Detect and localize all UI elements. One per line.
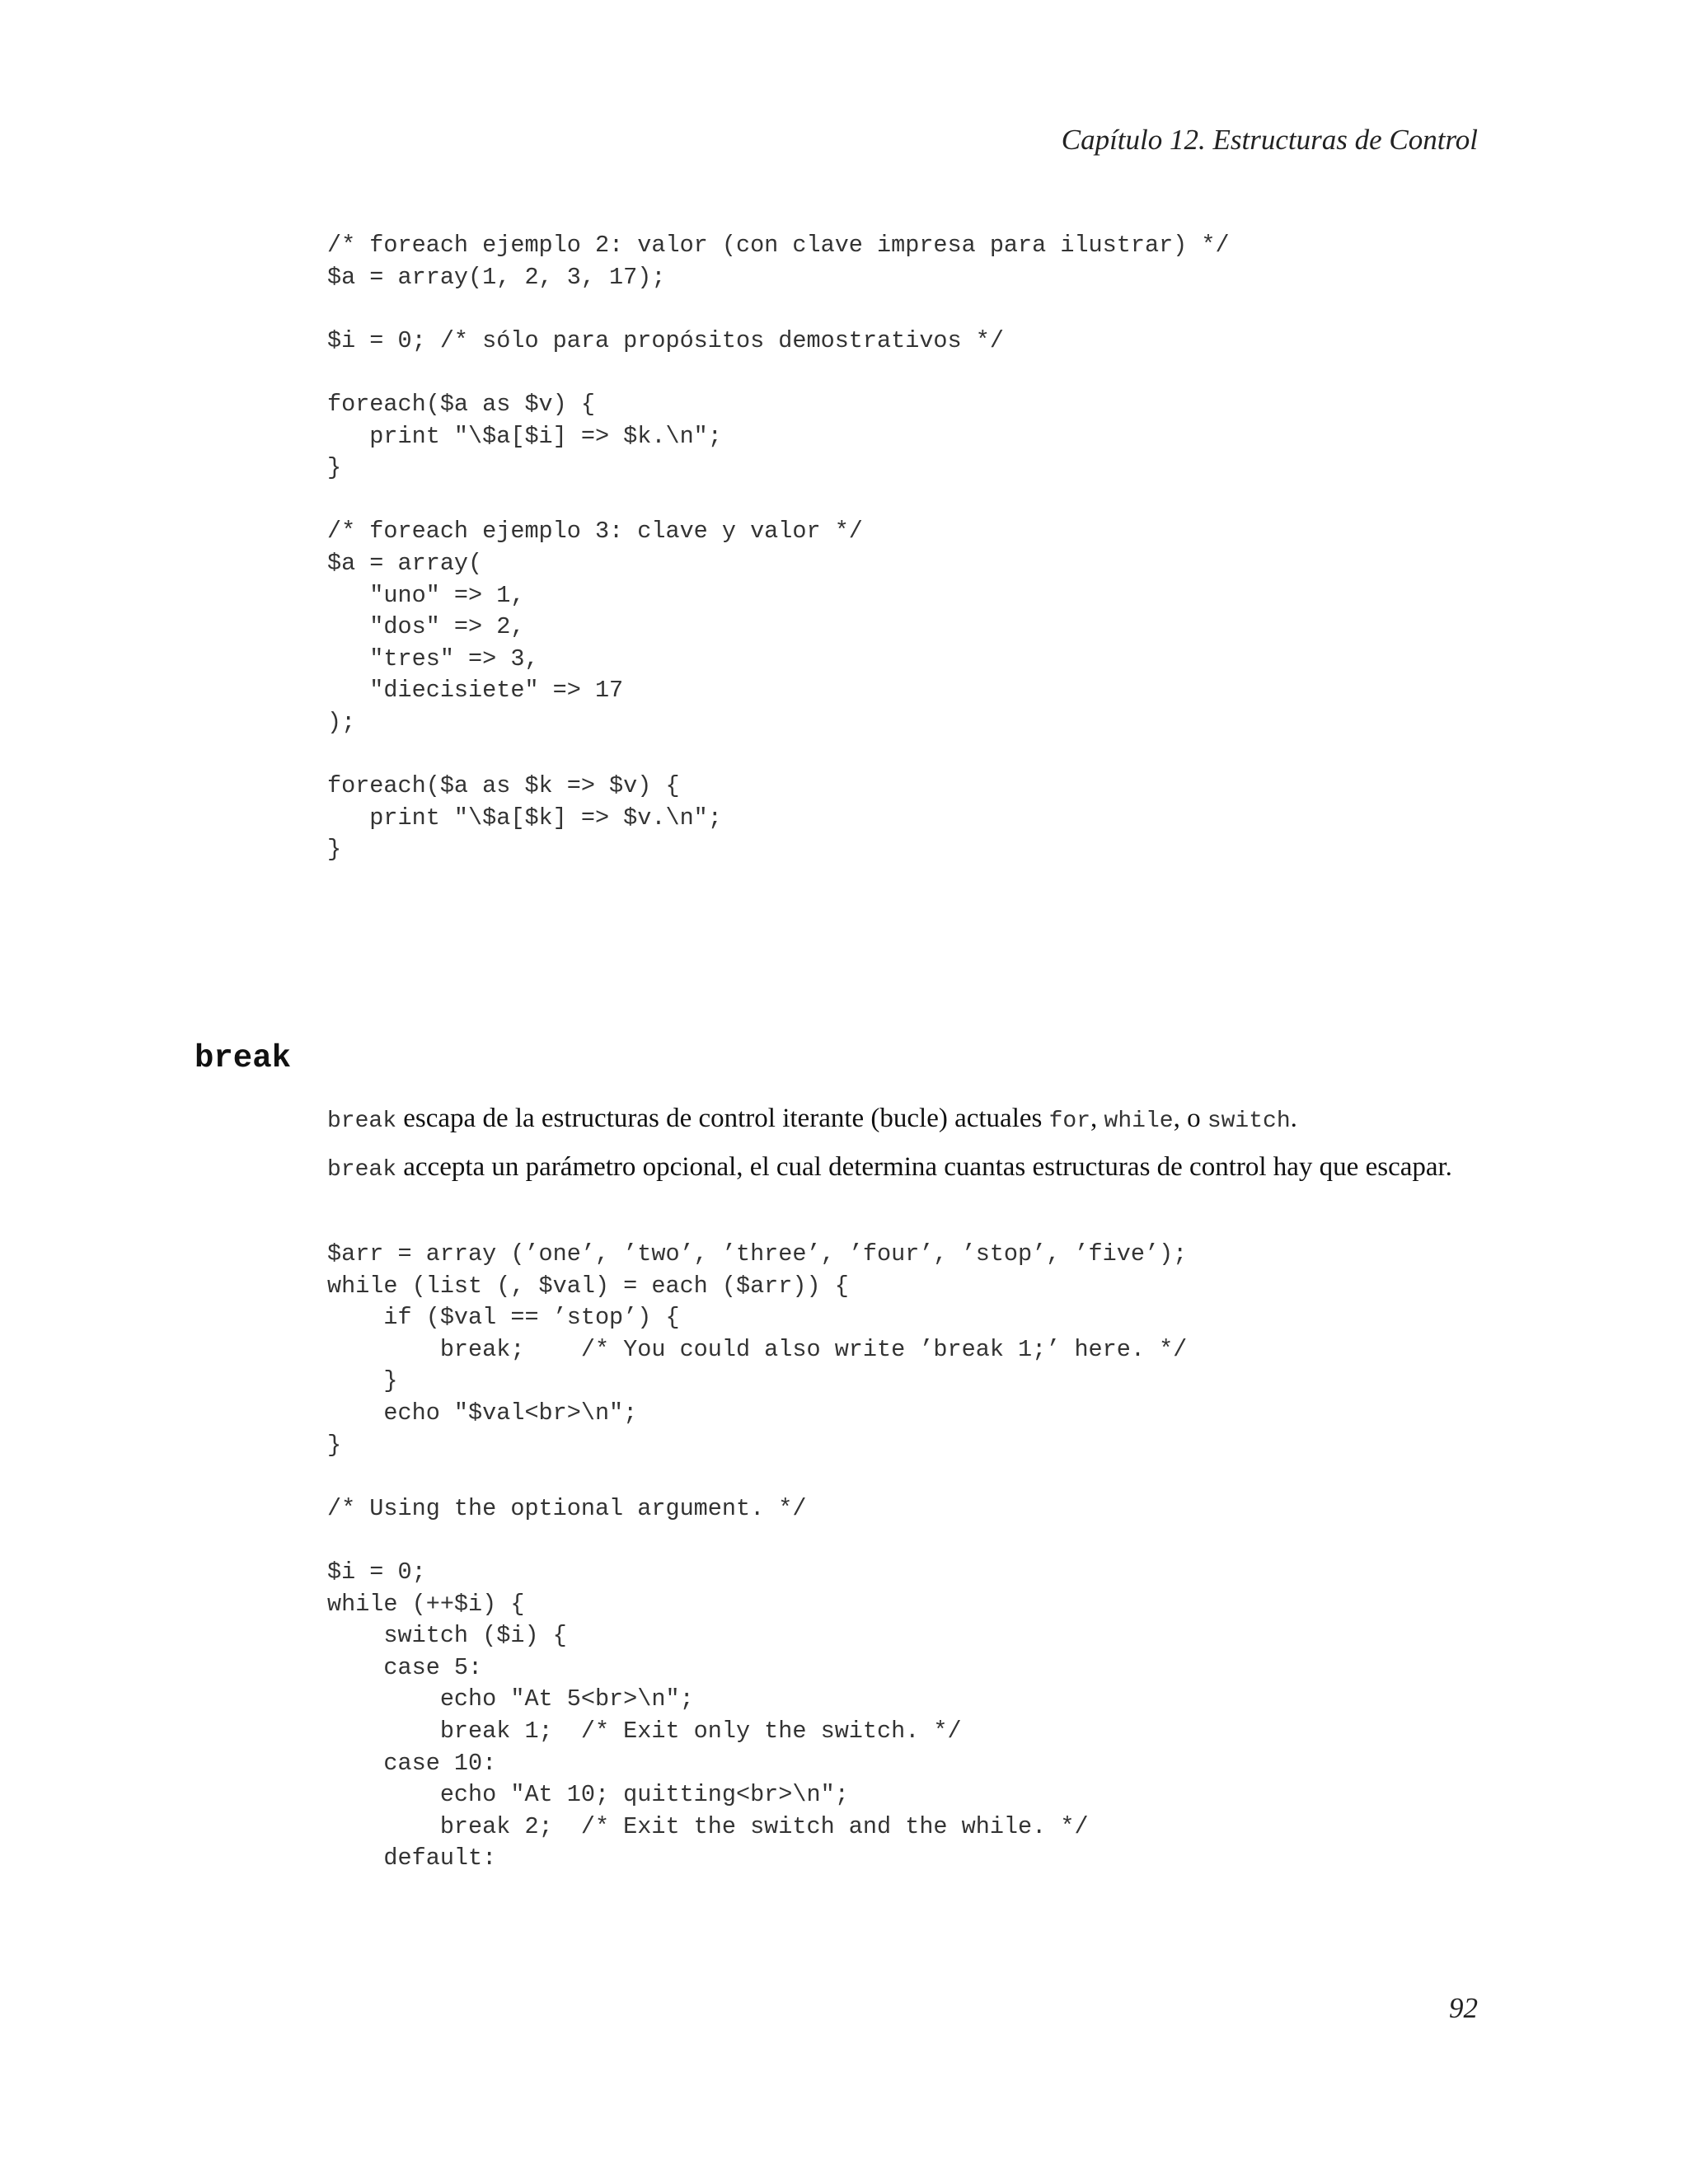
- paragraph-break-description: [327, 1102, 1297, 1138]
- paragraph-text: escapa de la estructuras de control iterante (bucle) actuales: [396, 1104, 1049, 1133]
- keyword-while: while: [1104, 1108, 1174, 1134]
- keyword-break: break: [327, 1157, 397, 1183]
- paragraph-end: .: [1290, 1104, 1297, 1133]
- keyword-for: for: [1048, 1108, 1091, 1134]
- keyword-switch: switch: [1207, 1108, 1291, 1134]
- paragraph-break-parameter: [327, 1151, 1452, 1187]
- page-number: 92: [1449, 1992, 1478, 2024]
- keyword-break: break: [327, 1108, 397, 1134]
- separator: , o: [1173, 1104, 1207, 1133]
- section-title-break: break: [195, 1040, 292, 1076]
- running-header: Capítulo 12. Estructuras de Control: [1061, 124, 1478, 156]
- separator: ,: [1090, 1104, 1104, 1133]
- code-block-break-examples: $arr = array (’one’, ’two’, ’three’, ’four’, ’stop’, ’five’); while (list (, $val) = each ($arr)) { if ($val == ’stop’) { break; /* You could also write ’break 1;’ here. */ } echo "$val<br>\n"; } /* Using the optional argument. */ $i = 0; while (++$i) { switch ($i) { case 5: echo "At 5<br>\n"; break 1; /* Exit only the switch. */ case 10: echo "At 10; quitting<br>\n"; break 2; /* Exit the switch and the while. */ default:: [327, 1240, 1188, 1872]
- code-block-foreach-examples: /* foreach ejemplo 2: valor (con clave impresa para ilustrar) */ $a = array(1, 2, 3, 17); $i = 0; /* sólo para propósitos demostrativos */ foreach($a as $v) { print "\$a[$i] => $k.\n"; } /* foreach ejemplo 3: clave y valor */ $a = array( "uno" => 1, "dos" => 2, "tres" => 3, "diecisiete" => 17 ); foreach($a as $k => $v) { print "\$a[$k] => $v.\n"; }: [327, 232, 1230, 864]
- paragraph-text: accepta un parámetro opcional, el cual determina cuantas estructuras de control hay que escapar.: [396, 1152, 1452, 1182]
